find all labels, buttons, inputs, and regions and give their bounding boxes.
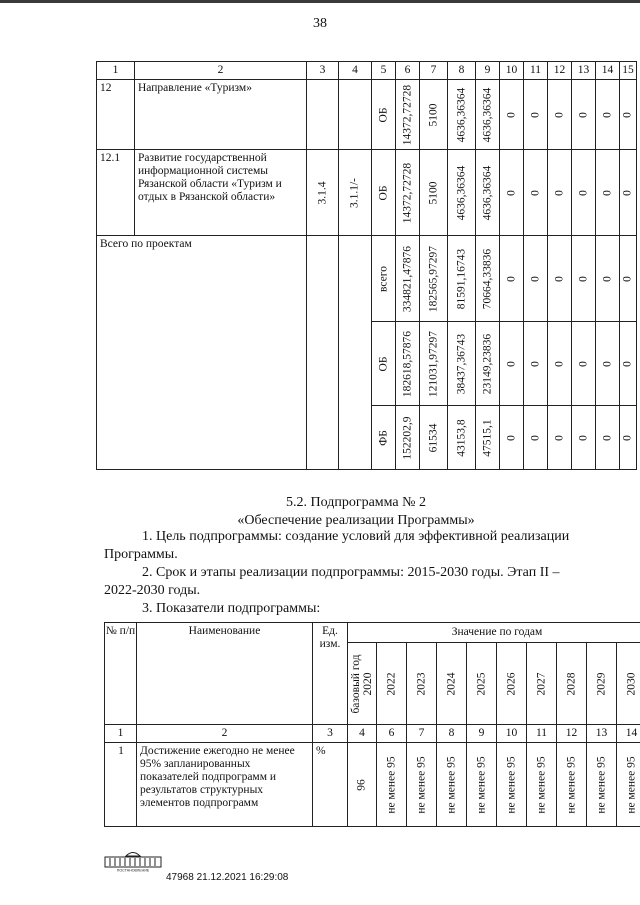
value-cell: 0 [548,150,572,236]
row-number: 1 [105,743,137,827]
value-cell: 4636,36364 [476,80,500,150]
value-cell: 0 [548,406,572,470]
col-index: 13 [572,62,596,80]
col-index: 9 [476,62,500,80]
indicators-table [104,622,640,827]
value-cell: 0 [500,150,524,236]
value-cell: 4636,36364 [476,150,500,236]
paragraph: 2. Срок и этапы реализации подпрограммы: 2015-2030 годы. Этап II – [142,565,560,580]
col-index: 10 [497,725,527,743]
value-cell: не менее 95 [527,743,557,827]
col-num-header: № п/п [105,623,137,725]
value-cell: 0 [596,406,620,470]
value-cell: не менее 95 [377,743,407,827]
value-cell: 0 [572,236,596,322]
col-index: 14 [596,62,620,80]
col-index: 7 [407,725,437,743]
value-cell: 61534 [420,406,448,470]
table-row-total [97,236,637,322]
col-index: 8 [448,62,476,80]
value-cell: 0 [548,80,572,150]
value-cell: 0 [596,236,620,322]
value-cell: 0 [524,322,548,406]
value-cell: 5100 [420,80,448,150]
total-label: Всего по проектам [97,236,307,470]
year-header: 2029 [587,643,617,725]
funding-source: ФБ [372,406,396,470]
col-index: 4 [339,62,372,80]
value-cell: 43153,8 [448,406,476,470]
col-index: 2 [137,725,313,743]
value-cell: 0 [620,236,637,322]
base-year-header: базовый год 2020 [348,643,377,725]
col-index: 8 [437,725,467,743]
value-cell: 0 [620,406,637,470]
table-row [105,743,640,827]
value-cell: 0 [524,150,548,236]
table-header-row [105,623,640,643]
funding-source: ОБ [372,80,396,150]
value-cell: 0 [620,150,637,236]
svg-text:ПОСТАНОВЛЕНИЕ: ПОСТАНОВЛЕНИЕ [116,868,150,872]
value-cell: 5100 [420,150,448,236]
col-index: 7 [420,62,448,80]
value-cell: 0 [620,322,637,406]
row-name: Направление «Туризм» [135,80,307,150]
paragraph: 1. Цель подпрограммы: создание условий для эффективной реализации [142,529,570,544]
col-index: 3 [307,62,339,80]
value-cell: 70664,33836 [476,236,500,322]
value-cell: 152202,9 [396,406,420,470]
paragraph: 2022-2030 годы. [104,583,201,598]
section-title: 5.2. Подпрограмма № 2 [286,495,426,510]
year-header: 2022 [377,643,407,725]
row-name: Достижение ежегодно не менее 95% запланированных показателей подпрограмм и результатов структурных элементов подпрограмм [137,743,313,827]
value-cell: 182618,57876 [396,322,420,406]
col-index: 2 [135,62,307,80]
row-name: Развитие государственной информационной системы Рязанской области «Туризм и отдых в Рязанской области» [135,150,307,236]
value-cell: 0 [524,236,548,322]
value-cell: 0 [500,80,524,150]
table-row [97,150,637,236]
value-cell: 38437,36743 [448,322,476,406]
value-cell: 47515,1 [476,406,500,470]
row-unit: % [313,743,348,827]
value-cell: 0 [596,322,620,406]
col-index: 13 [587,725,617,743]
col-index: 4 [348,725,377,743]
col-index: 12 [548,62,572,80]
value-cell: 81591,16743 [448,236,476,322]
col-index: 3 [313,725,348,743]
year-header: 2025 [467,643,497,725]
value-cell: 0 [500,406,524,470]
col-values-header: Значение по годам [348,623,640,643]
value-cell: не менее 95 [587,743,617,827]
col-index: 12 [557,725,587,743]
col-index: 10 [500,62,524,80]
paragraph: Программы. [104,547,178,562]
value-cell: 0 [572,322,596,406]
value-cell: 0 [620,80,637,150]
value-cell: 0 [500,236,524,322]
table-header-row [97,62,637,80]
col-index: 5 [372,62,396,80]
value-cell: не менее 95 [557,743,587,827]
projects-table [96,61,637,470]
col-index: 6 [396,62,420,80]
col-index: 6 [377,725,407,743]
value-cell: 0 [500,322,524,406]
value-cell: 0 [548,322,572,406]
value-cell: 0 [524,406,548,470]
scan-top-edge [0,0,640,3]
value-cell: 14372,72728 [396,150,420,236]
col-index: 14 [617,725,640,743]
document-id: 47968 21.12.2021 16:29:08 [166,872,289,883]
col-index: 9 [467,725,497,743]
value-cell: 0 [524,80,548,150]
year-header: 2023 [407,643,437,725]
value-cell: 0 [596,150,620,236]
value-cell: 0 [572,406,596,470]
funding-source: всего [372,236,396,322]
value-cell: не менее 95 [497,743,527,827]
col-unit-header: Ед. изм. [313,623,348,725]
year-header: 2030 [617,643,640,725]
value-cell: не менее 95 [617,743,640,827]
value-cell: 334821,47876 [396,236,420,322]
value-cell: 121031,97297 [420,322,448,406]
funding-source: ОБ [372,150,396,236]
col-index: 11 [524,62,548,80]
table-row [97,80,637,150]
code-cell: 3.1.4 [307,150,339,236]
value-cell: не менее 95 [437,743,467,827]
code-cell: 3.1.1/- [339,150,372,236]
col-index: 15 [620,62,637,80]
funding-source: ОБ [372,322,396,406]
section-subtitle: «Обеспечение реализации Программы» [237,513,475,528]
base-value: 96 [348,743,377,827]
row-number: 12 [97,80,135,150]
col-index: 11 [527,725,557,743]
value-cell: не менее 95 [407,743,437,827]
document-stamp [104,848,162,872]
year-header: 2024 [437,643,467,725]
year-header: 2026 [497,643,527,725]
table-index-row [105,725,640,743]
value-cell: 0 [548,236,572,322]
col-name-header: Наименование [137,623,313,725]
row-number: 12.1 [97,150,135,236]
value-cell: 0 [572,80,596,150]
year-header: 2027 [527,643,557,725]
value-cell: 0 [572,150,596,236]
value-cell: 182565,97297 [420,236,448,322]
paragraph: 3. Показатели подпрограммы: [142,601,321,616]
value-cell: 4636,36364 [448,150,476,236]
value-cell: 23149,23836 [476,322,500,406]
col-index: 1 [105,725,137,743]
value-cell: 0 [596,80,620,150]
value-cell: 4636,36364 [448,80,476,150]
page-number: 38 [313,16,327,31]
value-cell: 14372,72728 [396,80,420,150]
year-header: 2028 [557,643,587,725]
value-cell: не менее 95 [467,743,497,827]
col-index: 1 [97,62,135,80]
